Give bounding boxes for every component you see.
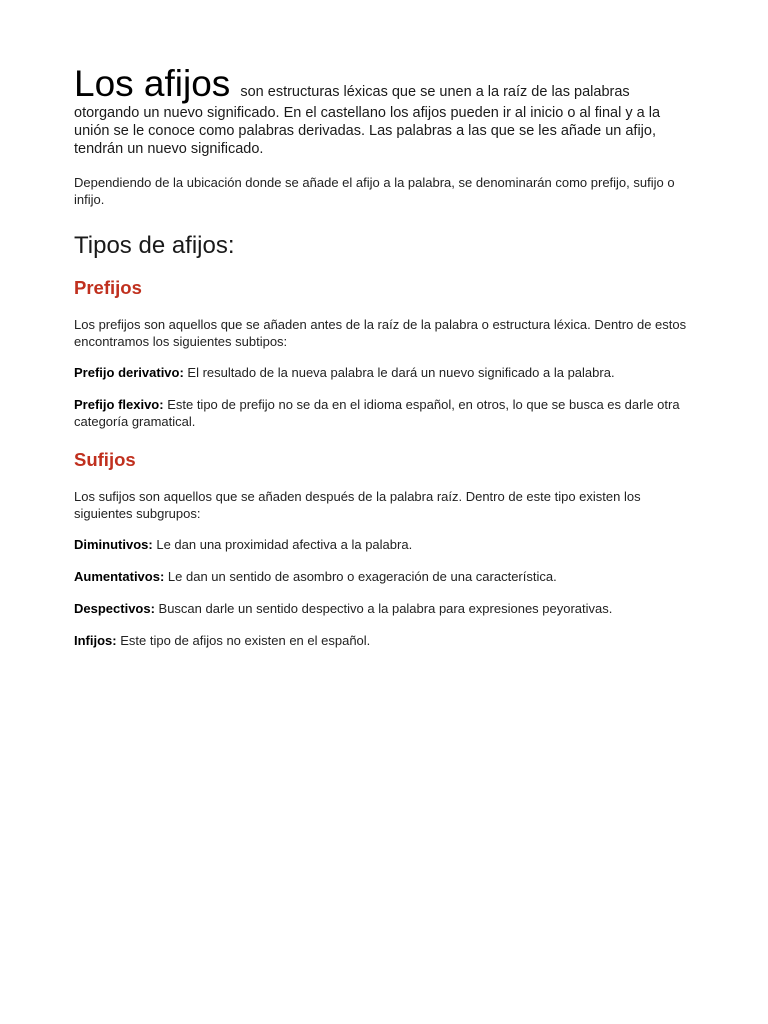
- item-term: Despectivos:: [74, 601, 155, 616]
- sufijos-heading: Sufijos: [74, 449, 136, 470]
- document-page: [74, 64, 698, 649]
- prefijo-derivativo-item: [74, 364, 698, 381]
- item-text: Le dan una proximidad afectiva a la palabra.: [152, 537, 413, 552]
- item-text: Este tipo de prefijo no se da en el idioma español, en otros, lo que se busca es darle otra categoría gramatical.: [74, 397, 680, 429]
- infijos-item: [74, 632, 698, 649]
- types-heading: Tipos de afijos:: [74, 232, 235, 259]
- item-text: El resultado de la nueva palabra le dará un nuevo significado a la palabra.: [183, 365, 615, 380]
- aumentativos-item: [74, 568, 698, 585]
- document-title: Los afijos: [74, 63, 231, 104]
- prefijos-intro: Los prefijos son aquellos que se añaden antes de la raíz de la palabra o estructura léxica. Dentro de estos encontramos los siguientes subtipos:: [74, 317, 687, 349]
- item-term: Prefijo flexivo:: [74, 397, 164, 412]
- diminutivos-item: [74, 536, 698, 553]
- item-term: Prefijo derivativo:: [74, 365, 184, 380]
- item-term: Aumentativos:: [74, 569, 165, 584]
- item-text: Este tipo de afijos no existen en el español.: [116, 633, 371, 648]
- item-text: Buscan darle un sentido despectivo a la palabra para expresiones peyorativas.: [154, 601, 613, 616]
- item-text: Le dan un sentido de asombro o exageración de una característica.: [164, 569, 557, 584]
- item-term: Infijos:: [74, 633, 117, 648]
- item-term: Diminutivos:: [74, 537, 153, 552]
- despectivos-item: [74, 600, 698, 617]
- intro-paragraph: [74, 64, 698, 158]
- prefijo-flexivo-item: [74, 396, 698, 430]
- intro-text: son estructuras léxicas que se unen a la raíz de las palabras otorgando un nuevo significado. En el castellano los afijos pueden ir al inicio o al final y a la unión se le conoce como palabras derivadas. Las palabras a las que se les añade un afijo, tendrán un nuevo significado.: [74, 84, 661, 157]
- location-paragraph: Dependiendo de la ubicación donde se añade el afijo a la palabra, se denominarán como prefijo, sufijo o infijo.: [74, 175, 675, 207]
- prefijos-heading: Prefijos: [74, 277, 142, 298]
- sufijos-intro: Los sufijos son aquellos que se añaden después de la palabra raíz. Dentro de este tipo existen los siguientes subgrupos:: [74, 489, 641, 521]
